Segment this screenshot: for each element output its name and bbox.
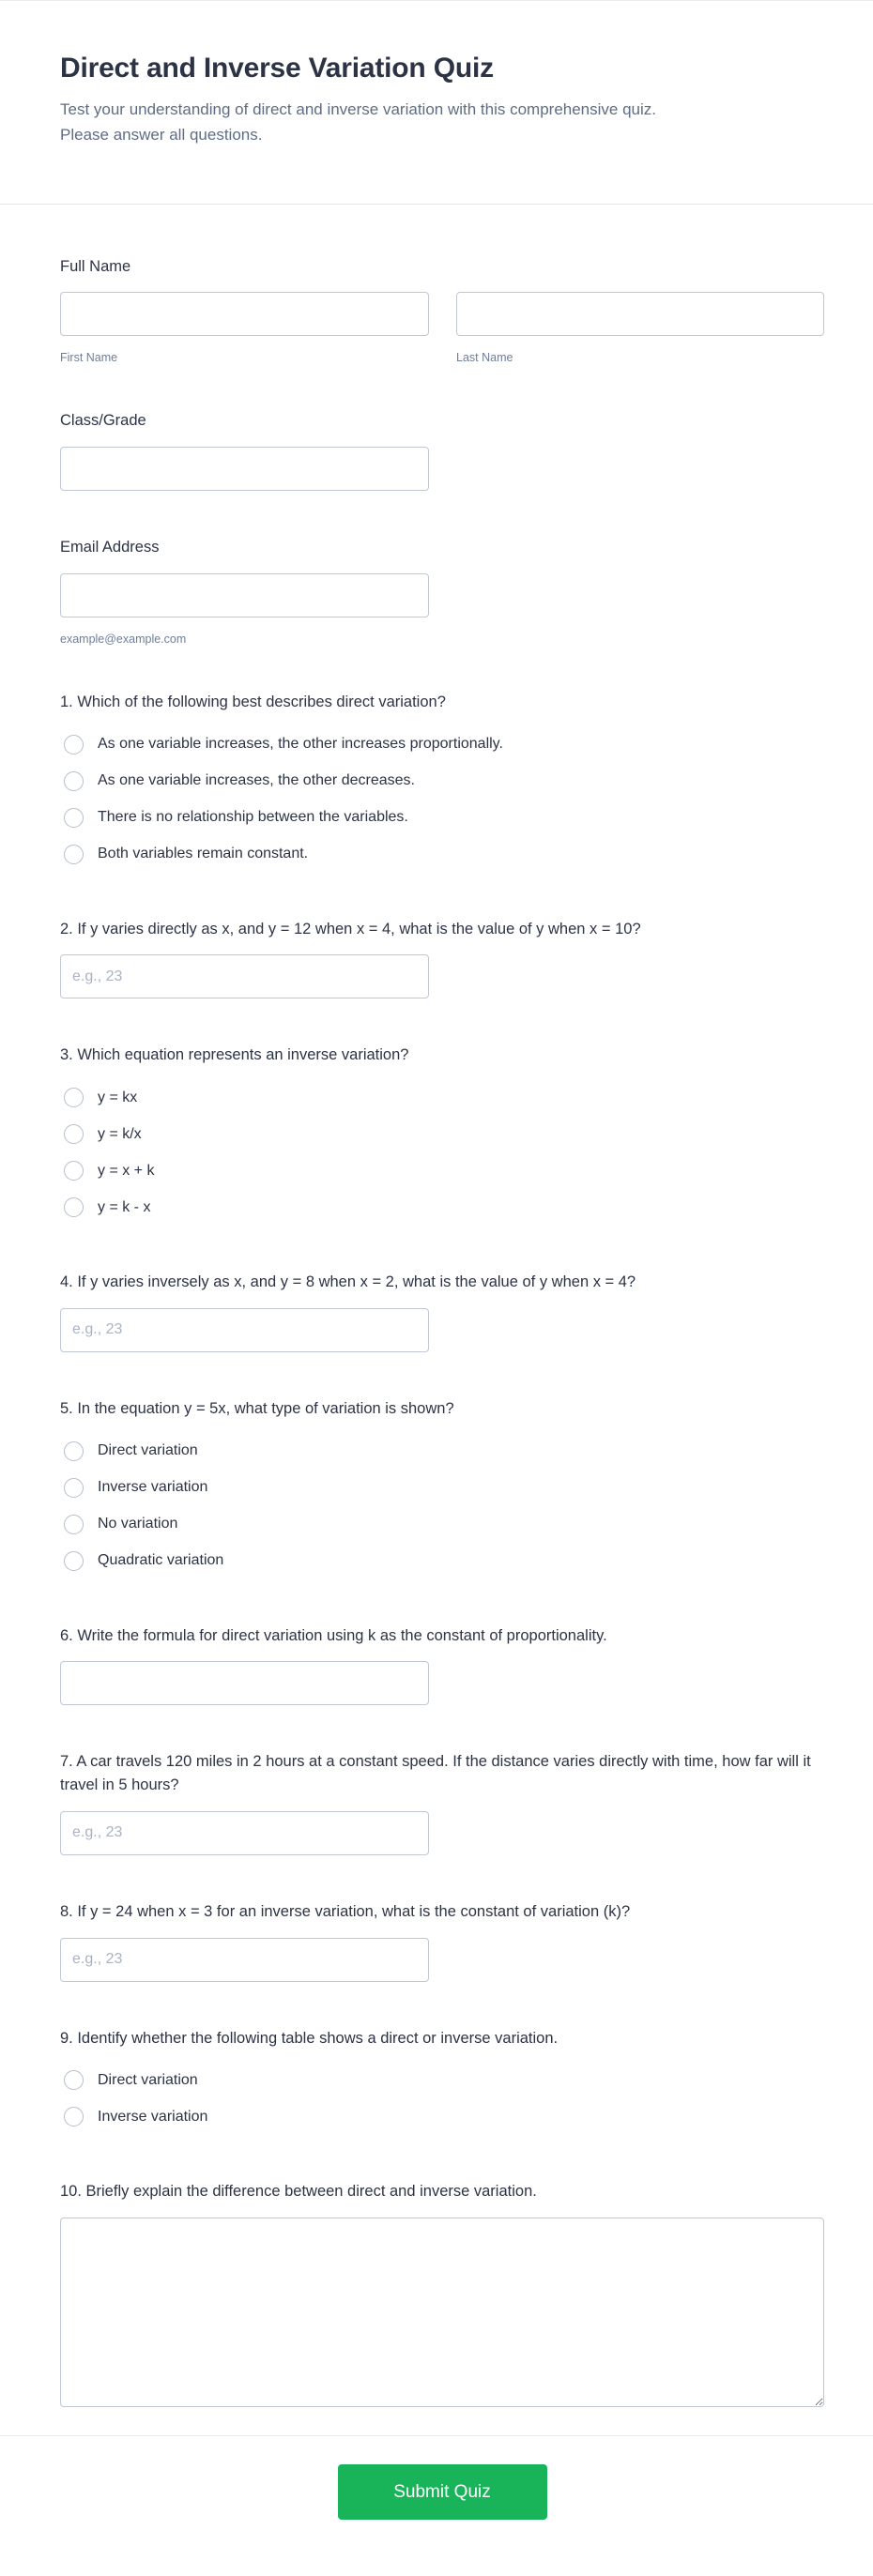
- option-label: Inverse variation: [98, 1479, 208, 1496]
- question-1: [60, 691, 824, 873]
- radio-option[interactable]: [60, 1189, 824, 1226]
- question-7-answer-input[interactable]: [60, 1811, 429, 1855]
- full-name-field: [60, 255, 824, 365]
- option-label: Quadratic variation: [98, 1552, 224, 1569]
- question-10-label: 10. Briefly explain the difference between direct and inverse variation.: [60, 2183, 537, 2201]
- question-4: [60, 1271, 824, 1352]
- option-label: As one variable increases, the other increases proportionally.: [98, 736, 503, 753]
- question-8-answer-input[interactable]: [60, 1938, 429, 1982]
- question-9-label: 9. Identify whether the following table shows a direct or inverse variation.: [60, 2029, 559, 2047]
- name-inputs-row: [60, 292, 824, 364]
- radio-option[interactable]: [60, 763, 824, 800]
- question-1-label: 1. Which of the following best describes direct variation?: [60, 693, 446, 710]
- last-name-column: [456, 292, 824, 364]
- radio-option[interactable]: [60, 1433, 824, 1470]
- question-5: [60, 1397, 824, 1579]
- radio-button-icon[interactable]: [64, 2070, 84, 2090]
- radio-option[interactable]: [60, 1543, 824, 1579]
- first-name-column: [60, 292, 429, 364]
- option-label: Direct variation: [98, 1442, 198, 1459]
- class-grade-field: [60, 409, 824, 491]
- radio-button-icon[interactable]: [64, 1124, 84, 1144]
- first-name-input[interactable]: [60, 292, 429, 336]
- radio-option[interactable]: [60, 1470, 824, 1506]
- question-4-answer-input[interactable]: [60, 1308, 429, 1352]
- question-10-answer-textarea[interactable]: [60, 2218, 824, 2407]
- radio-button-icon[interactable]: [64, 771, 84, 791]
- last-name-input[interactable]: [456, 292, 824, 336]
- question-3: [60, 1044, 824, 1226]
- question-7: [60, 1750, 824, 1855]
- radio-button-icon[interactable]: [64, 2107, 84, 2126]
- option-label: y = k - x: [98, 1198, 151, 1215]
- radio-button-icon[interactable]: [64, 1088, 84, 1107]
- radio-button-icon[interactable]: [64, 1515, 84, 1534]
- radio-button-icon[interactable]: [64, 1441, 84, 1461]
- email-hint: example@example.com: [60, 632, 187, 646]
- class-grade-label: Class/Grade: [60, 412, 146, 430]
- radio-option[interactable]: [60, 1506, 824, 1543]
- email-label: Email Address: [60, 539, 160, 556]
- radio-button-icon[interactable]: [64, 1197, 84, 1217]
- radio-option[interactable]: [60, 836, 824, 873]
- option-label: Both variables remain constant.: [98, 846, 309, 862]
- option-label: y = kx: [98, 1089, 138, 1105]
- question-4-label: 4. If y varies inversely as x, and y = 8 when x = 2, what is the value of y when x = 4?: [60, 1273, 636, 1290]
- radio-button-icon[interactable]: [64, 735, 84, 755]
- question-6-answer-input[interactable]: [60, 1661, 429, 1705]
- option-label: Direct variation: [98, 2072, 198, 2089]
- question-1-options: [60, 726, 824, 873]
- radio-button-icon[interactable]: [64, 808, 84, 828]
- radio-option[interactable]: [60, 2098, 824, 2135]
- question-5-label: 5. In the equation y = 5x, what type of variation is shown?: [60, 1399, 454, 1417]
- radio-option[interactable]: [60, 1079, 824, 1116]
- radio-option[interactable]: [60, 726, 824, 763]
- submit-button[interactable]: Submit Quiz: [338, 2464, 547, 2520]
- question-3-label: 3. Which equation represents an inverse variation?: [60, 1046, 409, 1064]
- question-2-answer-input[interactable]: [60, 954, 429, 998]
- option-label: No variation: [98, 1516, 178, 1532]
- question-2-label: 2. If y varies directly as x, and y = 12 when x = 4, what is the value of y when x = 10?: [60, 920, 641, 937]
- question-9: [60, 2027, 824, 2136]
- question-8: [60, 1900, 824, 1982]
- page-title: Direct and Inverse Variation Quiz: [60, 53, 494, 84]
- radio-button-icon[interactable]: [64, 1478, 84, 1498]
- question-5-options: [60, 1433, 824, 1579]
- form-footer: [0, 2436, 873, 2576]
- email-field: [60, 536, 824, 646]
- option-label: y = x + k: [98, 1162, 155, 1179]
- radio-option[interactable]: [60, 1152, 824, 1189]
- radio-option[interactable]: [60, 2062, 824, 2098]
- full-name-label: Full Name: [60, 257, 131, 275]
- class-grade-input[interactable]: [60, 447, 429, 491]
- question-9-options: [60, 2062, 824, 2135]
- question-8-label: 8. If y = 24 when x = 3 for an inverse variation, what is the constant of variation (k)?: [60, 1902, 631, 1920]
- radio-button-icon[interactable]: [64, 1161, 84, 1181]
- radio-option[interactable]: [60, 800, 824, 836]
- last-name-sublabel: Last Name: [456, 351, 513, 365]
- option-label: Inverse variation: [98, 2109, 208, 2126]
- email-input[interactable]: [60, 573, 429, 617]
- radio-button-icon[interactable]: [64, 845, 84, 864]
- question-6: [60, 1624, 824, 1706]
- page-subtitle: Test your understanding of direct and inverse variation with this comprehensive quiz. Please answer all questions.: [60, 99, 657, 144]
- first-name-sublabel: First Name: [60, 351, 118, 365]
- question-6-label: 6. Write the formula for direct variation using k as the constant of proportionality.: [60, 1626, 607, 1644]
- radio-button-icon[interactable]: [64, 1551, 84, 1571]
- option-label: As one variable increases, the other decreases.: [98, 772, 415, 789]
- question-10: [60, 2180, 824, 2407]
- radio-option[interactable]: [60, 1116, 824, 1152]
- option-label: y = k/x: [98, 1125, 142, 1142]
- question-2: [60, 918, 824, 999]
- question-7-label: 7. A car travels 120 miles in 2 hours at a constant speed. If the distance varies directly with time, how far will it travel in 5 hours?: [60, 1753, 811, 1793]
- form-body: [0, 205, 873, 2408]
- form-header: [0, 1, 873, 147]
- question-3-options: [60, 1079, 824, 1226]
- option-label: There is no relationship between the variables.: [98, 809, 408, 826]
